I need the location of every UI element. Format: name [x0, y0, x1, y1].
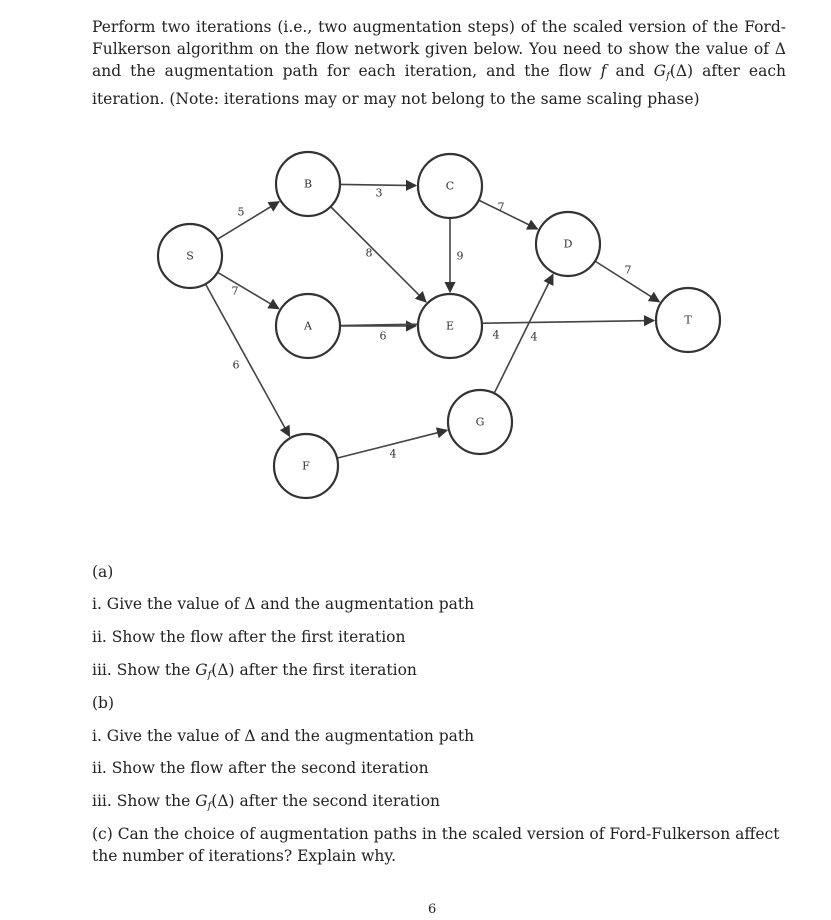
- intro-line-3: and the augmentation path for each iteration, and the flow: [92, 62, 592, 80]
- edge-S-A: [218, 272, 279, 308]
- gf-delta: (Δ): [211, 661, 235, 679]
- gf-delta: (Δ): [211, 792, 235, 810]
- edge-capacity-B-E: 8: [365, 246, 373, 260]
- part-b-iii: [92, 790, 440, 818]
- g-symbol: G: [653, 62, 667, 80]
- edge-S-B: [217, 202, 279, 240]
- g-delta: (Δ): [669, 62, 694, 80]
- edge-B-E: [331, 207, 426, 302]
- node-label-G: G: [475, 415, 485, 429]
- node-label-E: E: [445, 319, 455, 333]
- edge-G-D: [494, 274, 553, 393]
- edge-capacity-C-D: 7: [497, 200, 505, 214]
- edge-capacity-S-F: 6: [232, 358, 240, 372]
- page-number: 6: [428, 902, 437, 917]
- edge-capacity-S-B: 5: [237, 205, 245, 219]
- node-F: [274, 434, 338, 498]
- g-subscript: f: [666, 71, 670, 82]
- edge-B-C: [340, 184, 416, 185]
- gf-subscript: f: [207, 801, 212, 812]
- edge-capacity-A-E: 6: [379, 329, 387, 343]
- intro-line-2: Fulkerson algorithm on the flow network given below. You need to show the value of: [92, 40, 769, 58]
- intro-line-4: iteration. (Note: iterations may or may not belong to the same scaling phase): [92, 90, 700, 108]
- gf-symbol: G: [195, 792, 208, 810]
- node-G: [448, 390, 512, 454]
- part-b-iii-pre: iii. Show the: [92, 792, 191, 810]
- f-symbol: f: [600, 62, 607, 80]
- part-a-header: (a): [92, 563, 114, 581]
- node-label-A: A: [304, 319, 312, 333]
- node-label-D: D: [563, 237, 573, 251]
- node-T: [656, 288, 720, 352]
- nodes-layer: [158, 152, 720, 498]
- edge-A-T: [340, 321, 654, 326]
- node-label-C: C: [445, 179, 455, 193]
- edge-C-D: [479, 200, 538, 229]
- node-S: [158, 224, 222, 288]
- part-b-i: i. Give the value of Δ and the augmentation path: [92, 727, 475, 745]
- part-b-header: (b): [92, 694, 115, 712]
- part-c: (c) Can the choice of augmentation paths in the scaled version of Ford-Fulkerson affect the number of iterations? Explain why.: [92, 825, 780, 865]
- edge-capacity-G-D: 4: [530, 330, 538, 344]
- gf-symbol: G: [195, 661, 208, 679]
- part-a-ii: ii. Show the flow after the first iteration: [92, 628, 406, 646]
- part-b-ii: ii. Show the flow after the second iteration: [92, 759, 429, 777]
- part-a-i: i. Give the value of Δ and the augmentation path: [92, 595, 475, 613]
- edge-capacity-F-G: 4: [389, 447, 397, 461]
- part-a-iii: [92, 659, 417, 687]
- part-a-iii-post: after the first iteration: [239, 661, 417, 679]
- part-b-iii-post: after the second iteration: [239, 792, 441, 810]
- node-A: [276, 294, 340, 358]
- gf-subscript: f: [207, 670, 212, 681]
- node-C: [418, 154, 482, 218]
- edge-capacity-D-T: 7: [624, 263, 632, 277]
- node-label-T: T: [684, 313, 692, 327]
- node-B: [276, 152, 340, 216]
- node-label-S: S: [186, 249, 194, 263]
- node-label-B: B: [303, 177, 313, 191]
- edge-capacity-C-E: 9: [456, 249, 464, 263]
- after-each: after each: [702, 62, 787, 80]
- edge-capacity-S-A: 7: [231, 284, 239, 298]
- and-word: and: [615, 62, 645, 80]
- delta-symbol: Δ: [774, 40, 786, 58]
- edge-capacity-A-T: 4: [492, 328, 500, 342]
- node-D: [536, 212, 600, 276]
- part-a-iii-pre: iii. Show the: [92, 661, 191, 679]
- intro-line-1: Perform two iterations (i.e., two augmentation steps) of the scaled version of the Ford-: [92, 18, 786, 36]
- node-label-F: F: [302, 459, 310, 473]
- edge-capacity-B-C: 3: [375, 186, 383, 200]
- node-E: [418, 294, 482, 358]
